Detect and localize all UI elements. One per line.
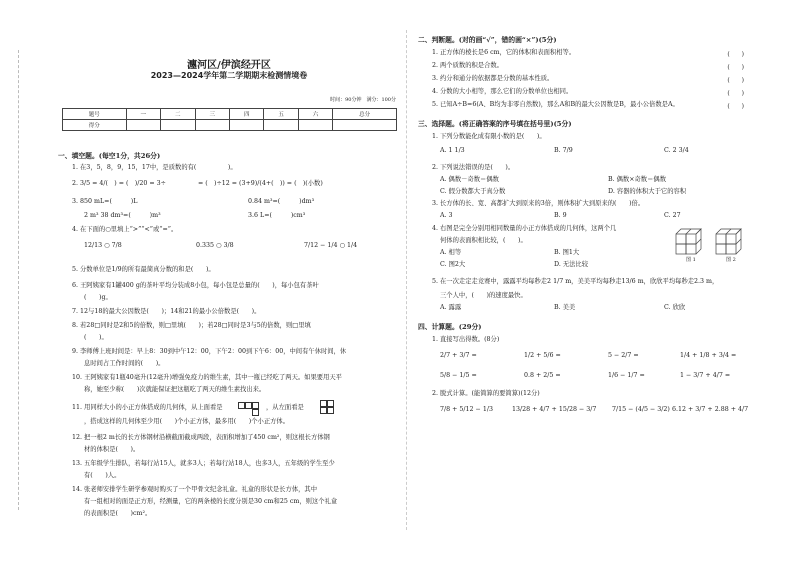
- score-cell: 三: [195, 109, 229, 120]
- calc-item: 5 − 2/7 =: [608, 352, 639, 359]
- view-square: [245, 402, 252, 409]
- binding-line: [18, 50, 19, 510]
- choice-option[interactable]: A. 偶数－奇数＝偶数: [440, 176, 499, 183]
- score-input-cell[interactable]: [333, 120, 397, 131]
- score-cell: 二: [161, 109, 195, 120]
- choice-option[interactable]: B. 9: [554, 212, 567, 219]
- question-1-11b: ，从左面看是: [266, 404, 304, 411]
- score-cell: 题号: [63, 109, 127, 120]
- district-title: 瀍河区/伊滨经开区: [187, 60, 271, 71]
- calc-item: 0.8 + 2/5 =: [524, 372, 561, 379]
- score-input-cell[interactable]: [298, 120, 332, 131]
- calc-step-item: 7/15 − (4/5 − 3/2): [612, 406, 670, 413]
- question-1-12b: 材的体积是( )。: [84, 446, 140, 453]
- choice-option[interactable]: A. 相等: [440, 249, 462, 256]
- question-1-8b: ( )。: [84, 334, 108, 341]
- view-square: [252, 402, 259, 409]
- calc-part-2: 2. 脱式计算。(能简算的要简算)(12分): [432, 390, 540, 397]
- question-1-14c: 的表面积是( )cm²。: [84, 510, 152, 517]
- exam-meta: 时间：90分钟 满分：100分: [330, 97, 396, 103]
- judge-item-3: 3. 约分和通分的依据都是分数的基本性质。: [432, 75, 554, 82]
- score-cell: 六: [298, 109, 332, 120]
- judge-item-1: 1. 正方体的棱长是6 cm，它的体积和表面积相等。: [432, 49, 576, 56]
- choice-option[interactable]: A. 露露: [440, 304, 462, 311]
- calc-step-item: 13/28 + 4/7 + 15/28 − 3/7: [512, 406, 597, 413]
- score-input-cell[interactable]: [161, 120, 195, 131]
- question-1-14b: 有一组相对的面是正方形，经测量，它的两条棱的长度分别是30 cm和25 cm，则这个礼盒: [84, 498, 338, 505]
- view-square: [327, 400, 334, 407]
- view-square: [320, 400, 327, 407]
- score-table: [62, 108, 397, 131]
- score-input-cell[interactable]: [264, 120, 298, 131]
- question-1-3d: 3.6 L=( )cm³: [248, 212, 306, 219]
- calc-item: 1/2 + 5/6 =: [524, 352, 561, 359]
- view-square: [320, 407, 327, 414]
- question-1-8a: 8. 若28□同时是2和5的倍数，则□里填( )；若28□同时是3与5的倍数，则□里填: [72, 322, 311, 329]
- judge-answer-5[interactable]: ( ): [727, 103, 744, 110]
- question-1-4a: 12/13 ○ 7/8: [84, 242, 122, 249]
- section2-heading: 二、判断题。(对的画“√”，错的画“×”)(5分): [418, 36, 557, 44]
- question-1-4: 4. 在下面的○里填上“>”“<”或“=”。: [72, 226, 178, 233]
- choice-option[interactable]: D. 容器的体积大于它的容积: [608, 188, 687, 195]
- score-cell: 五: [264, 109, 298, 120]
- judge-item-4: 4. 分数的大小相等，那么它们的分数单位也相同。: [432, 88, 573, 95]
- question-1-7: 7. 12与18的最大公因数是( )；14和21的最小公倍数是( )。: [72, 308, 261, 315]
- question-1-3b: 0.84 m³=( )dm³: [248, 198, 315, 205]
- question-1-13a: 13. 五年级学生排队，若每行站15人，就多3人；若每行站18人，也多3人，五年级的学生至少: [72, 460, 335, 467]
- judge-answer-1[interactable]: ( ): [727, 51, 744, 58]
- section1-heading: 一、填空题。(每空1分，共26分): [58, 152, 161, 160]
- question-1-2b: = ( )÷12 = (3+9)/(4+( )) = ( )(小数): [198, 180, 323, 187]
- score-table-header-row: [63, 109, 397, 120]
- choice-question-5a: 5. 在一次走定走竞赛中，露露平均每秒走2 1/7 m，美美平均每秒走13/6 m，欣欣平均每秒走2.3 m，: [432, 278, 719, 285]
- question-1-14a: 14. 张老师安排学生研学参观时购买了一个甲骨文纪念礼盒。礼盒的形状是长方体，其中: [72, 486, 318, 493]
- question-1-3a: 3. 850 mL=( )L: [72, 198, 138, 205]
- score-table-score-row: [63, 120, 397, 131]
- question-1-2a: 2. 3/5 = 4/( ) = ( )/20 = 3÷: [72, 180, 166, 187]
- calc-part-1: 1. 直接写出得数。(8分): [432, 336, 500, 343]
- figure-2-label: 图 2: [726, 257, 736, 263]
- choice-option[interactable]: C. 2 3/4: [664, 147, 689, 154]
- view-square: [252, 409, 259, 416]
- question-1-3c: 2 m³ 38 dm³=( )m³: [84, 212, 161, 219]
- score-cell: 四: [229, 109, 263, 120]
- question-1-11a: 11. 用同样大小的小正方体搭成的几何体，从上面看是: [72, 404, 223, 411]
- choice-option[interactable]: B. 偶数×奇数＝偶数: [608, 176, 666, 183]
- judge-answer-3[interactable]: ( ): [727, 77, 744, 84]
- choice-option[interactable]: B. 美美: [554, 304, 576, 311]
- judge-answer-2[interactable]: ( ): [727, 64, 744, 71]
- choice-option[interactable]: A. 3: [440, 212, 453, 219]
- choice-option[interactable]: B. 图1大: [554, 249, 580, 256]
- section4-heading: 四、计算题。(29分): [418, 323, 482, 331]
- figure-2-cubes: [716, 229, 741, 254]
- choice-option[interactable]: B. 7/9: [554, 147, 573, 154]
- figure-1-cubes: [676, 229, 701, 254]
- judge-item-5: 5. 已知A÷B=6(A、B均为非零自然数)，那么A和B的最大公因数是B，最小公倍数是A。: [432, 101, 679, 108]
- score-cell: 一: [126, 109, 160, 120]
- question-1-4b: 0.335 ○ 3/8: [196, 242, 234, 249]
- question-1-12a: 12. 把一根2 m长的长方体钢材沿横截面截成两段，表面积增加了450 cm²，则这根长方体钢: [72, 434, 330, 441]
- score-input-cell[interactable]: [126, 120, 160, 131]
- figure-1-label: 图 1: [686, 257, 696, 263]
- choice-question-3: 3. 长方体的长、宽、高都扩大到原来的3倍，则体积扩大到原来的( )倍。: [432, 200, 645, 207]
- question-1-6a: 6. 王阿姨家有1罐400 g的茶叶平均分装成8小包，每小包是总量的( )，每小包有茶叶: [72, 282, 319, 289]
- view-square: [327, 407, 334, 414]
- score-cell: 得分: [63, 120, 127, 131]
- question-1-11c: ，搭成这样的几何体至少用( )个小正方体，最多用( )个小正方体。: [84, 418, 290, 425]
- choice-option[interactable]: A. 1 1/3: [440, 147, 465, 154]
- question-1-4c: 7/12 − 1/4 ○ 1/4: [304, 242, 358, 249]
- question-1-9a: 9. 李师傅上班时间是：早上8：30到中午12：00，下午2：00到下午6：00，中间有午休时间，休: [72, 348, 347, 355]
- score-input-cell[interactable]: [195, 120, 229, 131]
- calc-item: 2/7 + 3/7 =: [440, 352, 477, 359]
- question-1-13b: 有( )人。: [84, 472, 121, 479]
- choice-question-2: 2. 下列说法错误的是( )。: [432, 164, 515, 171]
- calc-item: 1 − 3/7 + 4/7 =: [680, 372, 731, 379]
- column-divider: [406, 30, 407, 530]
- question-1-9b: 息时间占工作时间的( )。: [84, 360, 165, 367]
- judge-item-2: 2. 两个质数的积是合数。: [432, 62, 503, 69]
- choice-option[interactable]: C. 图2大: [440, 261, 466, 268]
- exam-title: 2023—2024学年第二学期期末检测情境卷: [150, 71, 308, 80]
- choice-option[interactable]: D. 无法比较: [554, 261, 589, 268]
- choice-question-4b: 何体的表面积相比较，( )。: [440, 237, 527, 244]
- section3-heading: 三、选择题。(将正确答案的序号填在括号里)(5分): [418, 120, 572, 128]
- choice-question-4a: 4. 右图是完全分别用相同数量的小正方体搭成的几何体，这两个几: [432, 225, 617, 232]
- calc-item: 1/6 − 1/7 =: [608, 372, 645, 379]
- choice-question-1: 1. 下列分数能化成有限小数的是( )。: [432, 133, 546, 140]
- calc-step-item: 6.12 + 3/7 + 2.88 + 4/7: [672, 406, 749, 413]
- judge-answer-4[interactable]: ( ): [727, 90, 744, 97]
- calc-item: 5/8 − 1/5 =: [440, 372, 477, 379]
- choice-option[interactable]: C. 27: [664, 212, 681, 219]
- calc-item: 1/4 + 1/8 + 3/4 =: [680, 352, 737, 359]
- calc-step-item: 7/8 + 5/12 − 1/3: [440, 406, 493, 413]
- view-square: [238, 402, 245, 409]
- question-1-5: 5. 分数单位是1/9的所有最简真分数的和是( )。: [72, 266, 215, 273]
- choice-option[interactable]: C. 欣欣: [664, 304, 686, 311]
- score-input-cell[interactable]: [229, 120, 263, 131]
- choice-option[interactable]: C. 假分数都大于真分数: [440, 188, 506, 195]
- question-1-10a: 10. 王阿姨家有1瓶40毫升(12毫升)增强免疫力的维生素，其中一瓶已经吃了两天。如果要用天平: [72, 374, 342, 381]
- score-cell: 总分: [333, 109, 397, 120]
- question-1-1: 1. 在3，5，8，9，15，17中，是质数的有( )。: [72, 164, 237, 171]
- question-1-10b: 称，她至少称( )次就能保证把这瓶吃了两天的维生素找出来。: [84, 386, 266, 393]
- question-1-6b: ( )g。: [84, 294, 112, 301]
- choice-question-5b: 三个人中，( )的速度最快。: [440, 292, 527, 299]
